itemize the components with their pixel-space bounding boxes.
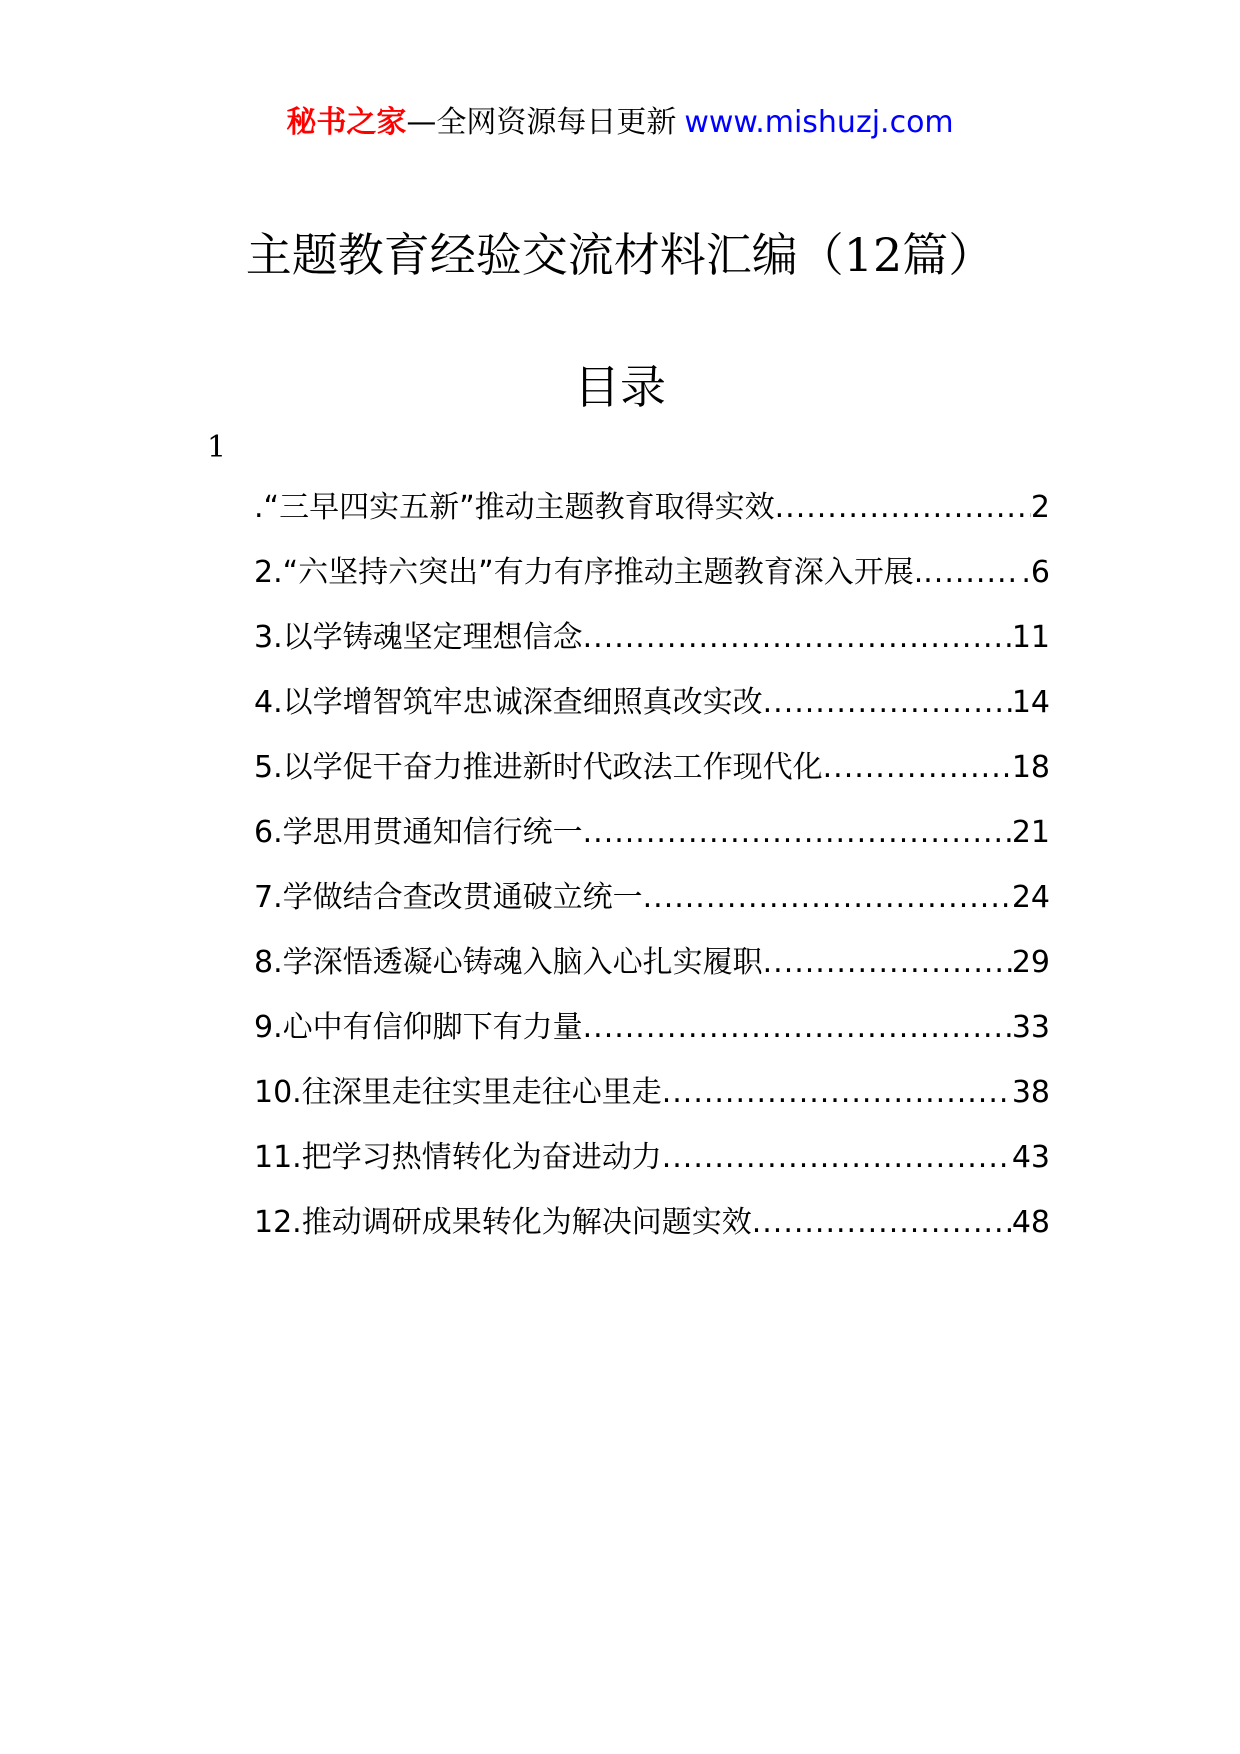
toc-entry-title: 5.以学促干奋力推进新时代政法工作现代化 <box>254 750 823 785</box>
toc-entry-7[interactable] <box>254 876 1050 941</box>
toc-leader-dots <box>583 811 1012 855</box>
toc-entry-page: 33 <box>1011 1010 1050 1045</box>
toc-leader-dots <box>763 941 1012 985</box>
document-title <box>0 224 1240 286</box>
toc-entry-page: 24 <box>1011 880 1050 915</box>
toc-entry-title: 9.心中有信仰脚下有力量 <box>254 1010 583 1045</box>
toc-leader-dots <box>775 486 1031 530</box>
toc-leader-dots <box>823 746 1012 790</box>
document-title-prefix: 主题教育经验交流材料汇编（ <box>245 228 844 282</box>
toc-entry-3[interactable] <box>254 616 1050 681</box>
toc-entry-title: 10.往深里走往实里走往心里走 <box>254 1075 662 1110</box>
toc-entry-5[interactable] <box>254 746 1050 811</box>
toc-entry-title: 8.学深悟透凝心铸魂入脑入心扎实履职 <box>254 945 763 980</box>
toc-leader-dots <box>583 616 1012 660</box>
toc-entry-title: 12.推动调研成果转化为解决问题实效 <box>254 1205 752 1240</box>
brand-name: 秘书之家 <box>286 105 407 140</box>
toc-entry-page: .6 <box>1021 555 1050 590</box>
toc-leader-dots <box>643 876 1012 920</box>
toc-entry-title: 3.以学铸魂坚定理想信念 <box>254 620 583 655</box>
toc-entry-9[interactable] <box>254 1006 1050 1071</box>
toc-entry-page: 21 <box>1011 815 1050 850</box>
toc-entry-page: 18 <box>1011 750 1050 785</box>
site-url-link[interactable]: www.mishuzj.com <box>684 105 954 140</box>
stray-page-number: 1 <box>207 430 227 465</box>
toc-entry-title: 11.把学习热情转化为奋进动力 <box>254 1140 662 1175</box>
toc-entry-6[interactable] <box>254 811 1050 876</box>
toc-leader-dots <box>662 1071 1012 1115</box>
site-slogan: —全网资源每日更新 <box>406 105 677 140</box>
toc-entry-1[interactable] <box>254 486 1050 551</box>
toc-entry-page: 29 <box>1011 945 1050 980</box>
toc-entry-10[interactable] <box>254 1071 1050 1136</box>
toc-heading: 目录 <box>574 360 666 414</box>
toc-entry-11[interactable] <box>254 1136 1050 1201</box>
toc-entry-page: 11 <box>1011 620 1050 655</box>
toc-leader-dots <box>923 551 1021 595</box>
site-header <box>0 100 1240 146</box>
document-title-count: 12 <box>843 228 903 282</box>
toc-entry-page: 48 <box>1011 1205 1050 1240</box>
toc-entry-title: 6.学思用贯通知信行统一 <box>254 815 583 850</box>
toc-entry-4[interactable] <box>254 681 1050 746</box>
toc-entry-8[interactable] <box>254 941 1050 1006</box>
toc-entry-2[interactable] <box>254 551 1050 616</box>
toc-leader-dots <box>763 681 1012 725</box>
table-of-contents <box>254 486 1050 1266</box>
toc-entry-page: 14 <box>1011 685 1050 720</box>
toc-entry-title: 7.学做结合查改贯通破立统一 <box>254 880 643 915</box>
toc-entry-title: 2.“六坚持六突出”有力有序推动主题教育深入开展. <box>254 555 924 590</box>
toc-entry-12[interactable] <box>254 1201 1050 1266</box>
toc-entry-page: 2 <box>1030 490 1050 525</box>
toc-entry-title: 4.以学增智筑牢忠诚深查细照真改实改 <box>254 685 763 720</box>
toc-leader-dots <box>662 1136 1012 1180</box>
toc-entry-page: 38 <box>1011 1075 1050 1110</box>
document-title-suffix: 篇） <box>902 228 995 282</box>
toc-leader-dots <box>752 1201 1012 1245</box>
toc-entry-title: .“三早四实五新”推动主题教育取得实效 <box>254 490 775 525</box>
toc-entry-page: 43 <box>1011 1140 1050 1175</box>
toc-leader-dots <box>583 1006 1012 1050</box>
